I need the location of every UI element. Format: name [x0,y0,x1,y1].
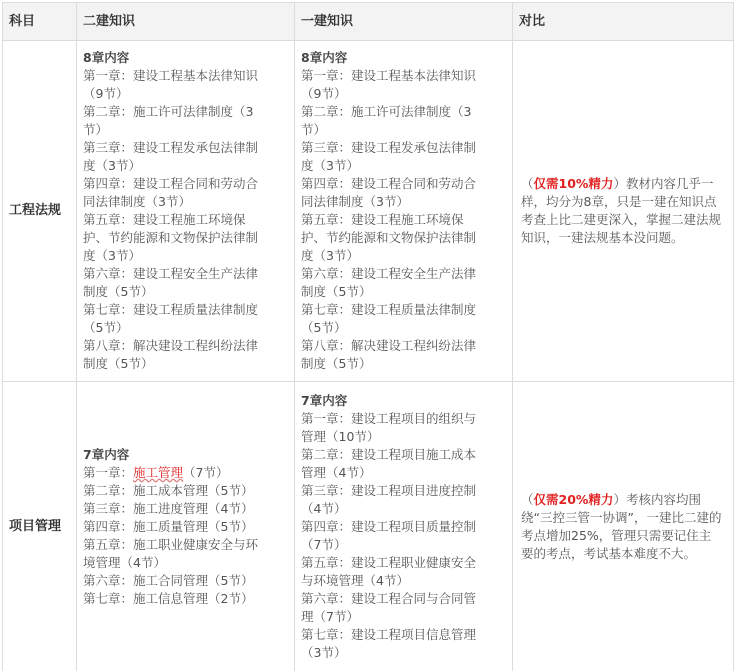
level2-cell [77,41,295,382]
chapter-line: 第五章：建设工程职业健康安全 [301,554,477,570]
chapter-line: 节） [83,122,109,137]
chapter-line: 第三章：施工进度管理（4节） [83,500,254,516]
header-level2: 二建知识 [77,3,295,41]
header-row [3,3,734,41]
chapter-line: 第六章：建设工程安全生产法律 [83,266,259,281]
chapter-line: 第八章：解决建设工程纠纷法律 [301,338,477,353]
chapter-line [83,464,290,482]
chapter-line: （9节） [301,86,347,101]
header-level1: 一建知识 [295,3,513,41]
chapter-line: 第五章：施工职业健康安全与环 [83,536,259,552]
compare-text: ）教材内容几乎一样，均分为8章，只是一建在知识点考查上比二建更深入，掌握二建法规知识，一建法规基本没问题。 [521,176,722,245]
compare-open: （ [521,176,534,191]
chapter-line: 第七章：建设工程质量法律制度 [301,302,477,317]
chapter-line: 第三章：建设工程项目进度控制 [301,482,477,498]
effort-highlight: 仅需20%精力 [533,491,614,507]
chapter-line: 度（3节） [301,248,359,263]
chapter-line: 第二章：施工成本管理（5节） [83,482,254,498]
chapter-line: 第六章：建设工程安全生产法律 [301,266,477,281]
chapter-line: 理（7节） [301,608,359,624]
level1-cell [295,41,513,382]
chapter-line: 第二章：施工许可法律制度（3 [83,104,254,119]
chapter-line: 第六章：施工合同管理（5节） [83,572,254,588]
chapter-line: （4节） [301,500,347,516]
chapter-line: 管理（4节） [301,464,372,480]
chapter-line: 护、节约能源和文物保护法律制 [301,230,477,245]
chapter-line: 第一章：建设工程基本法律知识 [301,68,477,83]
chapter-line: 管理（10节） [301,428,380,444]
chapter-line: 节） [301,122,327,137]
chapter-line: 第七章：建设工程质量法律制度 [83,302,259,317]
chapter-line: 同法律制度（3节） [83,194,191,209]
chapter-line: 第四章：施工质量管理（5节） [83,518,254,534]
chapter-line: 第八章：解决建设工程纠纷法律 [83,338,259,353]
chapter-line: 第一章：建设工程基本法律知识 [83,68,259,83]
chapter-line: （7节） [301,536,347,552]
chapter-line: 制度（5节） [83,284,154,299]
chapter-list [83,482,290,608]
chapter-line: （5节） [301,320,347,335]
chapter-line: 第三章：建设工程发承包法律制 [83,140,259,155]
chapter-suffix: （7节） [183,464,229,480]
compare-cell [513,41,734,382]
chapter-line: 第六章：建设工程合同与合同管 [301,590,477,606]
compare-cell [513,382,734,671]
chapter-line: 第一章：建设工程项目的组织与 [301,410,477,426]
chapter-line: 第四章：建设工程项目质量控制 [301,518,477,534]
comparison-table [2,2,734,671]
chapter-line: 第五章：建设工程施工环境保 [83,212,246,227]
table-row-law [3,41,734,382]
chapter-line: 与环境管理（4节） [301,572,409,588]
section-title: 8章内容 [301,50,348,65]
effort-highlight: 仅需10%精力 [533,176,614,191]
subject-cell: 工程法规 [3,41,77,382]
chapter-line: 第七章：建设工程项目信息管理 [301,626,477,642]
chapter-prefix: 第一章： [83,464,134,480]
table-row-management [3,382,734,671]
chapter-line: （3节） [301,644,347,660]
chapter-line: 度（3节） [83,158,141,173]
compare-text: ）考核内容均围绕“三控三管一协调”，一建比二建的考点增加25%，管理只需要记住主要的考点，考试基本难度不大。 [521,491,722,561]
chapter-line: 度（3节） [83,248,141,263]
subject-cell: 项目管理 [3,382,77,671]
chapter-line: 第四章：建设工程合同和劳动合 [83,176,259,191]
chapter-list [301,67,508,373]
construction-management-link[interactable]: 施工管理 [133,464,184,480]
chapter-line: 制度（5节） [301,284,372,299]
chapter-line: 同法律制度（3节） [301,194,409,209]
chapter-line: （9节） [83,86,129,101]
chapter-line: 第三章：建设工程发承包法律制 [301,140,477,155]
level2-cell [77,382,295,671]
chapter-line: （5节） [83,320,129,335]
compare-open: （ [521,491,534,507]
chapter-line: 第七章：施工信息管理（2节） [83,590,254,606]
chapter-line: 境管理（4节） [83,554,166,570]
chapter-line: 第五章：建设工程施工环境保 [301,212,464,227]
chapter-line: 第四章：建设工程合同和劳动合 [301,176,477,191]
header-subject: 科目 [3,3,77,41]
level1-cell [295,382,513,671]
section-title: 7章内容 [301,392,348,408]
chapter-line: 度（3节） [301,158,359,173]
section-title: 7章内容 [83,446,130,462]
chapter-line: 第二章：建设工程项目施工成本 [301,446,477,462]
chapter-line: 制度（5节） [301,356,372,371]
header-compare: 对比 [513,3,734,41]
chapter-line: 护、节约能源和文物保护法律制 [83,230,259,245]
chapter-line: 第二章：施工许可法律制度（3 [301,104,472,119]
chapter-line: 制度（5节） [83,356,154,371]
section-title: 8章内容 [83,50,130,65]
chapter-list [301,410,508,662]
chapter-list [83,67,290,373]
